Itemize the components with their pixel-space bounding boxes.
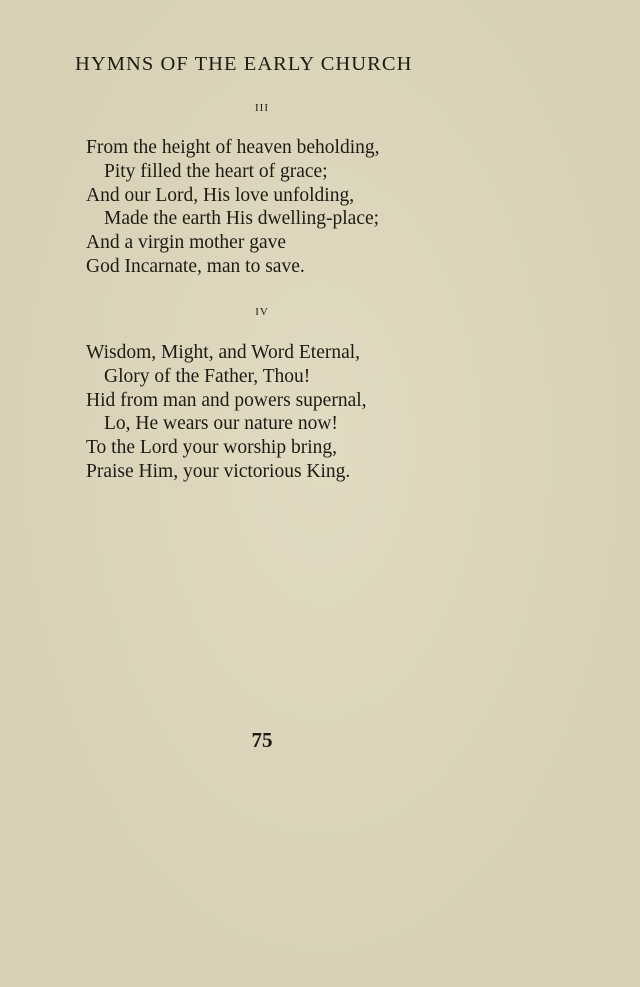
verse-line: Pity filled the heart of grace; bbox=[104, 160, 328, 182]
verse-line: Wisdom, Might, and Word Eternal, bbox=[86, 342, 361, 363]
verse-line: Praise Him, your victorious King. bbox=[86, 460, 351, 482]
running-head: HYMNS OF THE EARLY CHURCH bbox=[75, 53, 413, 75]
section-numeral-4: iv bbox=[255, 303, 269, 319]
stanza-3 bbox=[86, 136, 506, 279]
page-number: 75 bbox=[251, 728, 273, 752]
verse-line: From the height of heaven beholding, bbox=[86, 137, 380, 158]
verse-line: To the Lord your worship bring, bbox=[86, 437, 338, 459]
verse-line: Made the earth His dwelling-place; bbox=[104, 208, 380, 230]
verse-line: Lo, He wears our nature now! bbox=[104, 413, 338, 435]
verse-line: God Incarnate, man to save. bbox=[86, 255, 305, 277]
stanza-4 bbox=[86, 341, 506, 484]
verse-line: And a virgin mother gave bbox=[86, 232, 287, 254]
section-numeral-3: iii bbox=[255, 99, 269, 115]
verse-line: And our Lord, His love unfolding, bbox=[86, 184, 355, 206]
verse-line: Hid from man and powers supernal, bbox=[86, 389, 367, 411]
verse-line: Glory of the Father, Thou! bbox=[104, 365, 311, 387]
